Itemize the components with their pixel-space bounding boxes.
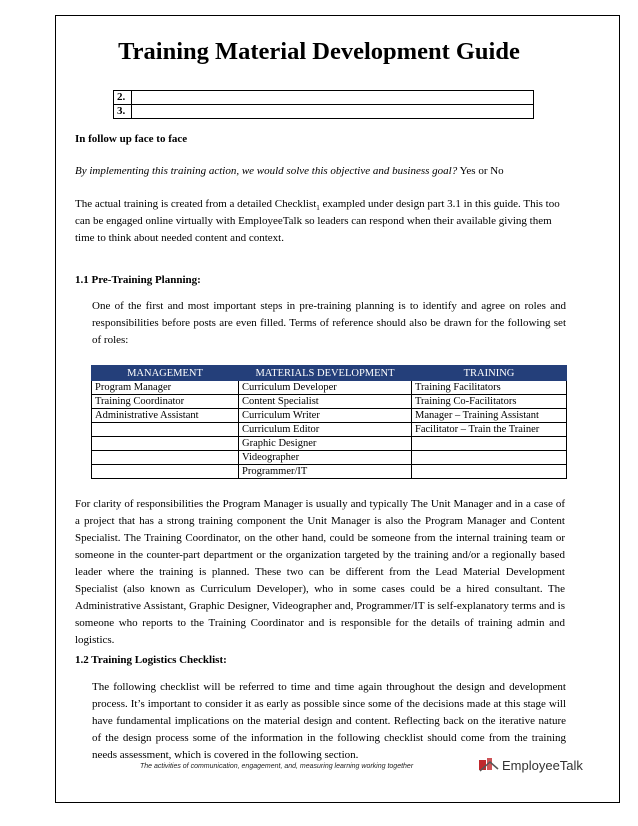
- table-cell: Manager – Training Assistant: [412, 409, 567, 423]
- table-cell: Training Co-Facilitators: [412, 395, 567, 409]
- question-line: [75, 163, 565, 180]
- table-row: [114, 91, 534, 105]
- table-cell: [92, 451, 239, 465]
- section-1-1-heading: 1.1 Pre-Training Planning:: [75, 274, 201, 286]
- logo-text: EmployeeTalk: [502, 757, 583, 773]
- table-row: [114, 105, 534, 119]
- employeetalk-logo: [478, 757, 583, 773]
- table-cell: [92, 437, 239, 451]
- intro-text-rest: exampled under design part 3.1 in this guide. This too: [319, 198, 560, 210]
- logo-icon: [478, 757, 500, 773]
- footnote-marker: 1: [316, 204, 320, 213]
- table-cell: [92, 423, 239, 437]
- table-row: [92, 409, 567, 423]
- table-cell: Facilitator – Train the Trainer: [412, 423, 567, 437]
- section-1-1-paragraph: One of the first and most important steps in pre-training planning is to identify and agree on roles and responsibilities before posts are even filled. Terms of reference should also be drawn for the following set of roles:: [92, 300, 566, 346]
- table-cell: Training Facilitators: [412, 381, 567, 395]
- table-cell: Content Specialist: [239, 395, 412, 409]
- table-row: [92, 381, 567, 395]
- row-number: 3.: [114, 105, 132, 119]
- table-cell: Programmer/IT: [239, 465, 412, 479]
- header-management: MANAGEMENT: [92, 366, 239, 381]
- question-answer: Yes or No: [459, 165, 504, 177]
- header-materials-development: MATERIALS DEVELOPMENT: [239, 366, 412, 381]
- table-row: [92, 423, 567, 437]
- table-cell: [412, 451, 567, 465]
- row-content: [132, 105, 534, 119]
- row-content: [132, 91, 534, 105]
- clarity-paragraph: For clarity of responsibilities the Program Manager is usually and typically The Unit Manager and in a case of a project that has a strong training component the Unit Manager is also the Program Manager and Content Specialist. The Training Coordinator, on the other hand, could be someone from the internal training team or someone in the counter-part department or the organization targeted by the training and/or a regionally based leader where the training is planned. These two can be different from the Lead Material Development Specialist (also known as Curriculum Developer), who in some cases could be a hired consultant. The Administrative Assistant, Graphic Designer, Videographer and, Programmer/IT is self-explanatory terms and is someone who reports to the Training Coordinator and is responsible for the details of training admin and logistics.: [75, 498, 565, 646]
- question-text: By implementing this training action, we would solve this objective and business goal?: [75, 165, 458, 177]
- intro-line-2: can be engaged online virtually with EmployeeTalk so leaders can respond when their available giving them: [75, 215, 552, 227]
- intro-text: The actual training is created from a detailed Checklist: [75, 198, 317, 210]
- intro-line-3: time to think about needed content and context.: [75, 232, 284, 244]
- table-cell: Curriculum Editor: [239, 423, 412, 437]
- numbered-table: [113, 90, 534, 119]
- table-row: [92, 465, 567, 479]
- table-cell: Curriculum Writer: [239, 409, 412, 423]
- table-cell: Graphic Designer: [239, 437, 412, 451]
- section-1-2-paragraph: The following checklist will be referred to time and time again throughout the design and development process. It’s important to consider it as early as possible since some of the decisions made at this stage will have fundamental implications on the material design and content. Reflecting back on the iterative nature of the design process some of the information in the following checklist should come from the training needs assessment, which is covered in the following section.: [92, 681, 566, 761]
- table-cell: Program Manager: [92, 381, 239, 395]
- header-training: TRAINING: [412, 366, 567, 381]
- table-row: [92, 451, 567, 465]
- table-cell: [412, 465, 567, 479]
- table-cell: [412, 437, 567, 451]
- table-cell: Videographer: [239, 451, 412, 465]
- table-cell: Training Coordinator: [92, 395, 239, 409]
- follow-up-heading: In follow up face to face: [75, 133, 188, 145]
- section-1-2-heading: 1.2 Training Logistics Checklist:: [75, 654, 227, 666]
- table-cell: [92, 465, 239, 479]
- footer-tagline: The activities of communication, engagement, and, measuring learning working together: [140, 763, 414, 770]
- table-header-row: [92, 366, 567, 381]
- table-cell: Curriculum Developer: [239, 381, 412, 395]
- roles-table: [91, 365, 567, 479]
- table-row: [92, 395, 567, 409]
- row-number: 2.: [114, 91, 132, 105]
- page-title: Training Material Development Guide: [118, 38, 520, 65]
- table-row: [92, 437, 567, 451]
- table-cell: Administrative Assistant: [92, 409, 239, 423]
